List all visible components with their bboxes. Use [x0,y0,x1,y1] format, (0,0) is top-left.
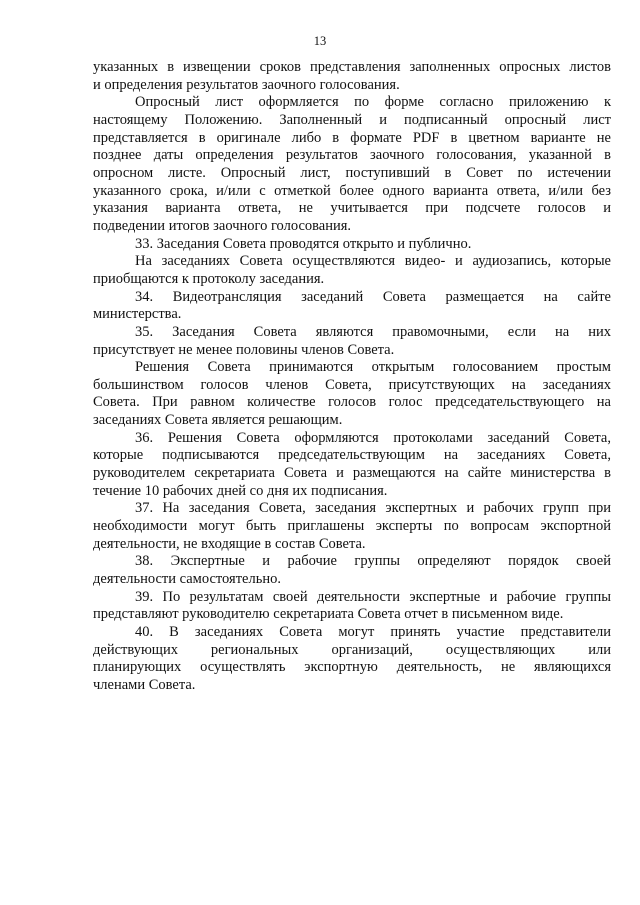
text-line: настоящему Положению. Заполненный и подписанный опросный лист [93,111,611,128]
text-line: подведении итогов заочного голосования. [93,217,352,234]
paragraph [93,624,611,695]
text-line: необходимости могут быть приглашены эксперты по вопросам экспортной [93,518,611,535]
text-line: Решения Совета принимаются открытым голосованием простым [135,359,611,376]
paragraph [93,500,611,553]
text-line: которые подписываются председательствующим на заседаниях Совета, [93,447,611,464]
text-line: На заседаниях Совета осуществляются видео- и аудиозапись, которые [135,253,611,270]
text-line: Опросный лист оформляется по форме согласно приложению к [135,94,611,111]
text-line: министерства. [93,306,182,323]
text-line: течение 10 рабочих дней со дня их подписания. [93,482,388,499]
text-line: 37. На заседания Совета, заседания экспертных и рабочих групп при [135,500,611,517]
text-line: Совета. При равном количестве голосов голос председательствующего на [93,394,611,411]
text-line: действующих региональных организаций, осуществляющих или [93,641,611,658]
text-line: 35. Заседания Совета являются правомочными, если на них [135,323,611,340]
paragraph [93,236,611,254]
text-line: указанных в извещении сроков представления заполненных опросных листов [93,59,611,75]
paragraph [93,359,611,430]
text-line: заседаниях Совета является решающим. [93,412,343,429]
text-line: и определения результатов заочного голосования. [93,76,400,93]
page-number: 13 [313,34,327,48]
text-line: 40. В заседаниях Совета могут принять участие представители [135,624,611,640]
text-line: членами Совета. [93,676,196,693]
paragraph [93,553,611,588]
text-line: 33. Заседания Совета проводятся открыто и публично. [135,235,472,252]
text-line: деятельности, не входящие в состав Совета. [93,535,366,552]
text-line: приобщаются к протоколу заседания. [93,270,325,287]
text-line: представляют руководителю секретариата Совета отчет в письменном виде. [93,606,564,623]
paragraph [93,289,611,324]
paragraph [93,324,611,359]
text-line: 38. Экспертные и рабочие группы определяют порядок своей [135,553,611,570]
paragraph [93,430,611,501]
text-line: 34. Видеотрансляция заседаний Совета размещается на сайте [135,288,611,305]
text-line: планирующих осуществлять экспортную деятельность, не являющихся [93,659,611,676]
paragraph [93,589,611,624]
paragraph [93,253,611,288]
text-line: большинством голосов членов Совета, присутствующих на заседаниях [93,376,611,393]
paragraph [93,59,611,94]
text-line: присутствует не менее половины членов Совета. [93,341,395,358]
text-line: представляется в оригинале либо в формате PDF в цветном варианте не [93,129,611,146]
text-line: опросном листе. Опросный лист, поступивший в Совет по истечении [93,164,611,181]
text-line: деятельности самостоятельно. [93,571,281,588]
paragraph [93,94,611,235]
text-line: указанного срока, и/или с отметкой более одного варианта ответа, и/или без [93,182,611,199]
text-line: руководителем секретариата Совета и размещаются на сайте министерства в [93,465,611,482]
text-line: указания варианта ответа, не учитывается при подсчете голосов и [93,200,611,217]
text-line: позднее даты определения результатов заочного голосования, указанной в [93,147,611,164]
document-body [93,59,611,695]
text-line: 39. По результатам своей деятельности экспертные и рабочие группы [135,588,611,605]
text-line: 36. Решения Совета оформляются протоколами заседаний Совета, [135,429,611,446]
